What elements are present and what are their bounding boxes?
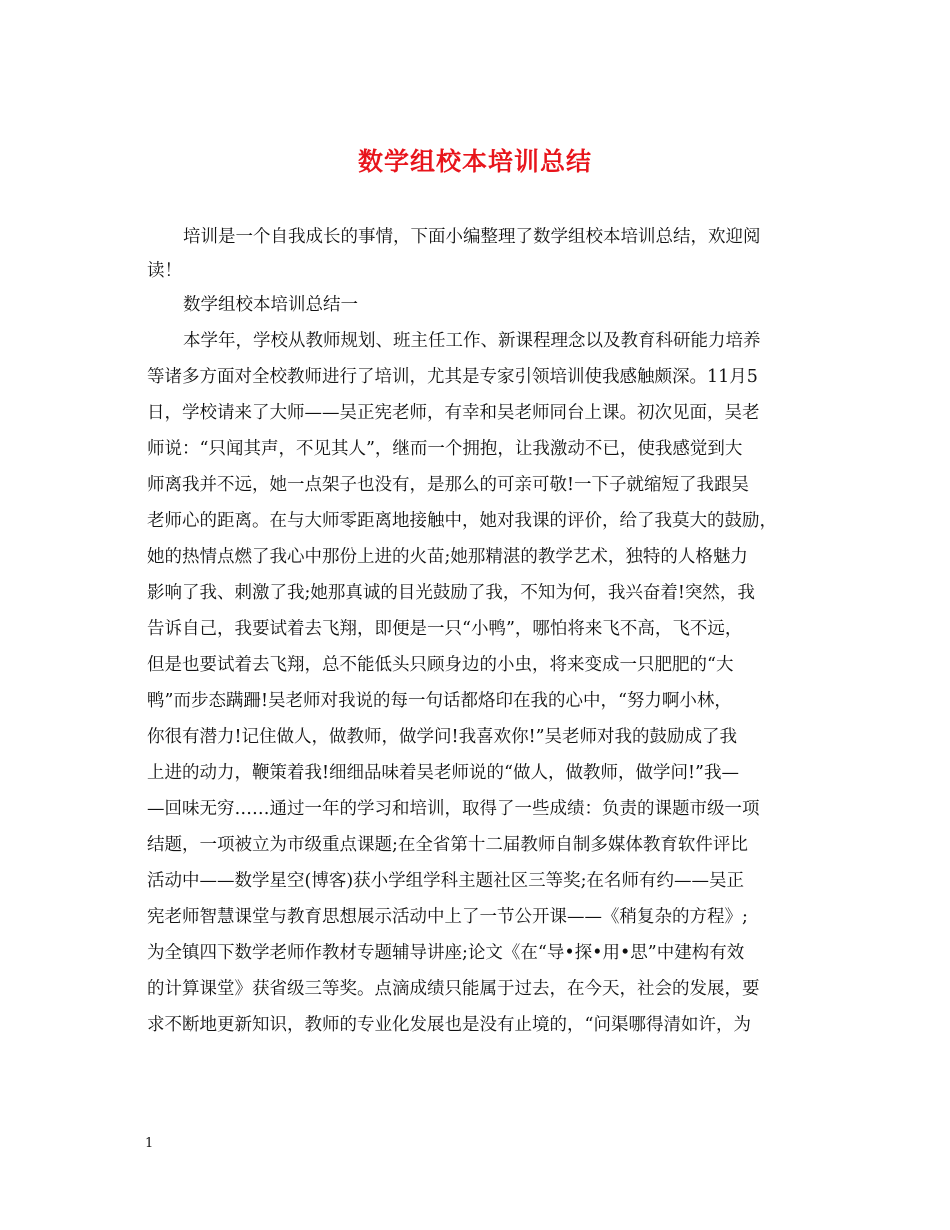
page-number: 1 [145, 1136, 154, 1151]
paragraph-line: 师说：“只闻其声，不见其人”，继而一个拥抱，让我激动不已，使我感觉到大 [147, 439, 743, 459]
paragraph-line: 培训是一个自我成长的事情，下面小编整理了数学组校本培训总结，欢迎阅 [183, 227, 761, 247]
paragraph-line: 等诸多方面对全校教师进行了培训，尤其是专家引领培训使我感触颇深。11月5 [147, 367, 758, 387]
paragraph-line: 鸭”而步态蹒跚!吴老师对我说的每一句话都烙印在我的心中，“努力啊小林， [147, 691, 732, 711]
paragraph-line: 师离我并不远，她一点架子也没有，是那么的可亲可敬!一下子就缩短了我跟吴 [147, 475, 750, 495]
paragraph-line: 告诉自己，我要试着去飞翔，即便是一只“小鸭”，哪怕将来飞不高，飞不远， [147, 619, 743, 639]
section-heading: 数学组校本培训总结一 [183, 295, 358, 315]
paragraph-line: 求不断地更新知识，教师的专业化发展也是没有止境的，“问渠哪得清如许，为 [147, 1015, 751, 1035]
paragraph-line: 结题，一项被立为市级重点课题;在全省第十二届教师自制多媒体教育软件评比 [147, 835, 748, 855]
paragraph-line: 你很有潜力!记住做人，做教师，做学问!我喜欢你!”吴老师对我的鼓励成了我 [147, 727, 738, 747]
document-title: 数学组校本培训总结 [357, 147, 592, 176]
paragraph-line: 影响了我、刺激了我;她那真诚的目光鼓励了我，不知为何，我兴奋着!突然，我 [147, 583, 755, 603]
paragraph-line: —回味无穷……通过一年的学习和培训，取得了一些成绩：负责的课题市级一项 [147, 799, 760, 819]
paragraph-line: 宪老师智慧课堂与教育思想展示活动中上了一节公开课——《稍复杂的方程》; [147, 907, 748, 927]
paragraph-line: 她的热情点燃了我心中那份上进的火苗;她那精湛的教学艺术，独特的人格魅力 [147, 547, 748, 567]
paragraph-line: 本学年，学校从教师规划、班主任工作、新课程理念以及教育科研能力培养 [183, 331, 761, 351]
paragraph-line: 读！ [147, 261, 182, 281]
paragraph-line: 老师心的距离。在与大师零距离地接触中，她对我课的评价，给了我莫大的鼓励， [147, 511, 777, 531]
paragraph-line: 活动中——数学星空(博客)获小学组学科主题社区三等奖;在名师有约——吴正 [147, 871, 745, 891]
paragraph-line: 但是也要试着去飞翔，总不能低头只顾身边的小虫，将来变成一只肥肥的“大 [147, 655, 734, 675]
paragraph-line: 上进的动力，鞭策着我!细细品味着吴老师说的“做人，做教师，做学问!”我— [147, 763, 739, 783]
paragraph-line: 为全镇四下数学老师作教材专题辅导讲座;论文《在“导•探•用•思”中建构有效 [147, 943, 745, 963]
paragraph-line: 的计算课堂》获省级三等奖。点滴成绩只能属于过去，在今天，社会的发展，要 [147, 979, 760, 999]
paragraph-line: 日，学校请来了大师——吴正宪老师，有幸和吴老师同台上课。初次见面，吴老 [147, 403, 760, 423]
